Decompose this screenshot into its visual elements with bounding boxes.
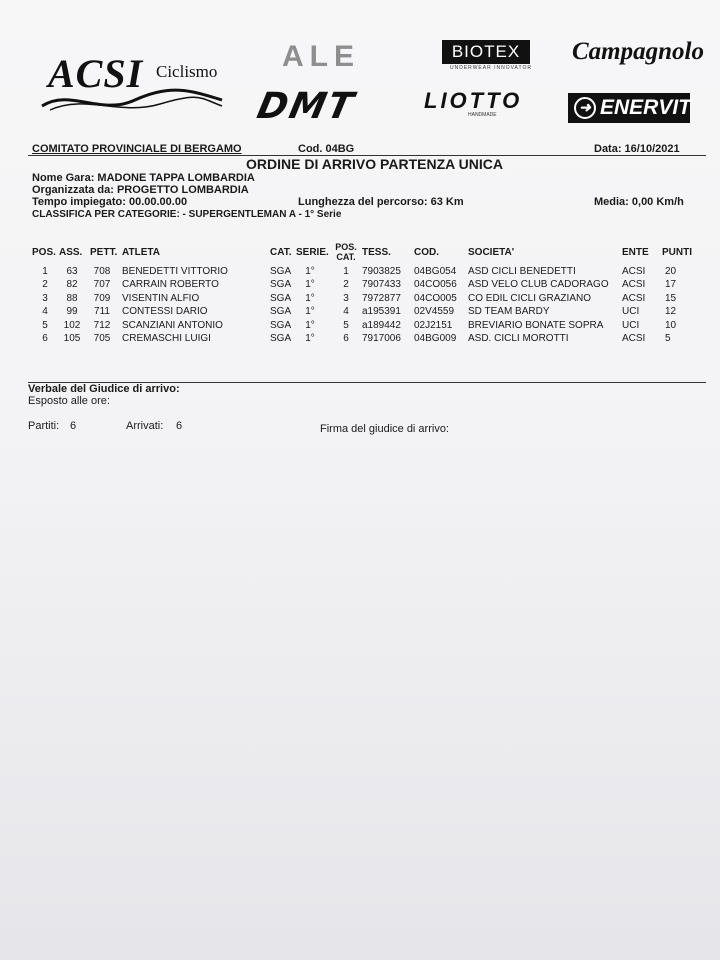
cell-serie: 1° bbox=[305, 333, 315, 344]
col-punti: PUNTI bbox=[662, 247, 692, 258]
page-title: ORDINE DI ARRIVO PARTENZA UNICA bbox=[246, 156, 503, 172]
cell-atleta: CARRAIN ROBERTO bbox=[122, 279, 219, 291]
route-length: Lunghezza del percorso: 63 Km bbox=[298, 196, 464, 208]
cell-ente: UCI bbox=[622, 319, 640, 331]
cell-ass: 102 bbox=[63, 319, 81, 331]
acsi-swoosh-icon bbox=[40, 86, 225, 116]
cell-pos: 5 bbox=[42, 319, 48, 331]
cell-tess: a195391 bbox=[362, 306, 401, 318]
cell-societa: CO EDIL CICLI GRAZIANO bbox=[468, 292, 591, 304]
cell-tess: 7907433 bbox=[362, 279, 401, 291]
acsi-logo-subtitle: Ciclismo bbox=[156, 62, 218, 81]
cell-cod: 04CO005 bbox=[414, 292, 457, 304]
cell-serie: 1° bbox=[305, 279, 315, 291]
ale-logo: ALE bbox=[282, 40, 360, 73]
cell-cat: SGA bbox=[270, 292, 292, 304]
cell-cod: 02J2151 bbox=[414, 319, 453, 331]
cell-pett: 707 bbox=[93, 279, 111, 291]
cell-cod: 02V4559 bbox=[414, 306, 455, 318]
col-societa: SOCIETA' bbox=[468, 247, 515, 258]
classification: CLASSIFICA PER CATEGORIE: - SUPERGENTLEMAN A - 1° Serie bbox=[32, 209, 342, 220]
cell-ente: ACSI bbox=[622, 266, 646, 277]
cell-tess: 7972877 bbox=[362, 292, 401, 304]
posted-at-label: Esposto alle ore: bbox=[28, 395, 110, 407]
cell-cat: SGA bbox=[270, 319, 292, 331]
enervit-arrow-icon: ➜ bbox=[574, 97, 596, 119]
cell-poscat: 6 bbox=[343, 333, 349, 344]
liotto-logo: LIOTTO bbox=[424, 88, 523, 113]
cell-poscat: 5 bbox=[343, 319, 349, 331]
race-code: Cod. 04BG bbox=[298, 143, 355, 155]
cell-pos: 2 bbox=[42, 279, 48, 291]
cell-cod: 04CO056 bbox=[414, 279, 457, 291]
cell-poscat: 2 bbox=[343, 279, 349, 291]
dmt-logo: DMT bbox=[253, 86, 359, 127]
cell-atleta: BENEDETTI VITTORIO bbox=[122, 266, 228, 277]
col-poscat-line1: POS. bbox=[335, 242, 357, 252]
cell-atleta: CREMASCHI LUIGI bbox=[122, 333, 211, 344]
col-ente: ENTE bbox=[622, 247, 649, 258]
col-cat: CAT. bbox=[270, 247, 292, 258]
cell-ente: ACSI bbox=[622, 292, 646, 304]
committee-name: COMITATO PROVINCIALE DI BERGAMO bbox=[32, 143, 242, 155]
cell-atleta: CONTESSI DARIO bbox=[122, 306, 208, 318]
col-atleta: ATLETA bbox=[122, 247, 160, 258]
cell-tess: a189442 bbox=[362, 319, 401, 331]
cell-cod: 04BG009 bbox=[414, 333, 457, 344]
cell-ass: 63 bbox=[66, 266, 78, 277]
cell-pos: 1 bbox=[42, 266, 48, 277]
cell-atleta: VISENTIN ALFIO bbox=[122, 292, 200, 304]
started-value: 6 bbox=[70, 420, 77, 432]
cell-tess: 7903825 bbox=[362, 266, 401, 277]
cell-punti: 17 bbox=[665, 279, 677, 291]
arrived-value: 6 bbox=[176, 420, 183, 432]
cell-poscat: 1 bbox=[343, 266, 349, 277]
cell-cat: SGA bbox=[270, 279, 292, 291]
cell-cat: SGA bbox=[270, 333, 292, 344]
cell-ass: 82 bbox=[66, 279, 78, 291]
organizer: Organizzata da: PROGETTO LOMBARDIA bbox=[32, 184, 249, 196]
cell-ass: 88 bbox=[66, 292, 78, 304]
cell-pett: 711 bbox=[94, 306, 110, 318]
campagnolo-logo: Campagnolo bbox=[572, 38, 704, 65]
cell-cat: SGA bbox=[270, 306, 292, 318]
arrived-label: Arrivati: bbox=[126, 420, 164, 432]
col-pos: POS. bbox=[32, 247, 56, 258]
cell-pett: 712 bbox=[93, 319, 111, 331]
cell-ente: UCI bbox=[622, 306, 640, 318]
cell-societa: BREVIARIO BONATE SOPRA bbox=[468, 319, 604, 331]
average-speed: Media: 0,00 Km/h bbox=[594, 196, 684, 208]
acsi-logo-text: ACSI bbox=[48, 51, 144, 96]
cell-punti: 10 bbox=[665, 319, 677, 331]
acsi-logo bbox=[40, 50, 230, 120]
cell-punti: 5 bbox=[665, 333, 671, 344]
judge-signature-label: Firma del giudice di arrivo: bbox=[320, 423, 449, 435]
cell-societa: ASD VELO CLUB CADORAGO bbox=[468, 279, 609, 291]
cell-poscat: 3 bbox=[343, 292, 349, 304]
col-cod: COD. bbox=[414, 247, 439, 258]
liotto-logo-subtitle: HANDMADE bbox=[468, 112, 497, 118]
cell-cat: SGA bbox=[270, 266, 292, 277]
cell-atleta: SCANZIANI ANTONIO bbox=[122, 319, 223, 331]
cell-punti: 15 bbox=[665, 292, 677, 304]
enervit-logo-text: ENERVIT bbox=[600, 96, 692, 119]
started-label: Partiti: bbox=[28, 420, 60, 432]
cell-pos: 3 bbox=[42, 292, 48, 304]
biotex-logo: BIOTEX bbox=[442, 40, 530, 64]
cell-pos: 4 bbox=[42, 306, 48, 318]
biotex-logo-subtitle: UNDERWEAR INNOVATOR bbox=[450, 65, 532, 71]
col-serie: SERIE. bbox=[296, 247, 329, 258]
cell-pett: 705 bbox=[93, 333, 111, 344]
cell-serie: 1° bbox=[305, 292, 315, 304]
cell-ass: 105 bbox=[63, 333, 81, 344]
cell-pos: 6 bbox=[42, 333, 48, 344]
cell-cod: 04BG054 bbox=[414, 266, 457, 277]
cell-serie: 1° bbox=[305, 319, 315, 331]
col-poscat-line2: CAT. bbox=[336, 252, 356, 262]
cell-pett: 708 bbox=[93, 266, 111, 277]
cell-ente: ACSI bbox=[622, 333, 646, 344]
cell-pett: 709 bbox=[93, 292, 111, 304]
col-pett: PETT. bbox=[90, 247, 118, 258]
cell-societa: ASD. CICLI MOROTTI bbox=[468, 333, 569, 344]
enervit-logo bbox=[568, 93, 690, 123]
cell-societa: SD TEAM BARDY bbox=[468, 306, 550, 318]
cell-punti: 12 bbox=[665, 306, 677, 318]
race-name: Nome Gara: MADONE TAPPA LOMBARDIA bbox=[32, 172, 255, 184]
judge-report-label: Verbale del Giudice di arrivo: bbox=[28, 383, 180, 395]
cell-ass: 99 bbox=[66, 306, 78, 318]
cell-ente: ACSI bbox=[622, 279, 646, 291]
cell-societa: ASD CICLI BENEDETTI bbox=[468, 266, 576, 277]
col-ass: ASS. bbox=[59, 247, 83, 258]
cell-serie: 1° bbox=[305, 306, 315, 318]
race-date: Data: 16/10/2021 bbox=[594, 143, 680, 155]
cell-tess: 7917006 bbox=[362, 333, 401, 344]
cell-poscat: 4 bbox=[343, 306, 349, 318]
col-poscat bbox=[334, 242, 358, 262]
time-used: Tempo impiegato: 00.00.00.00 bbox=[32, 196, 188, 208]
cell-punti: 20 bbox=[665, 266, 677, 277]
col-tess: TESS. bbox=[362, 247, 391, 258]
cell-serie: 1° bbox=[305, 266, 315, 277]
